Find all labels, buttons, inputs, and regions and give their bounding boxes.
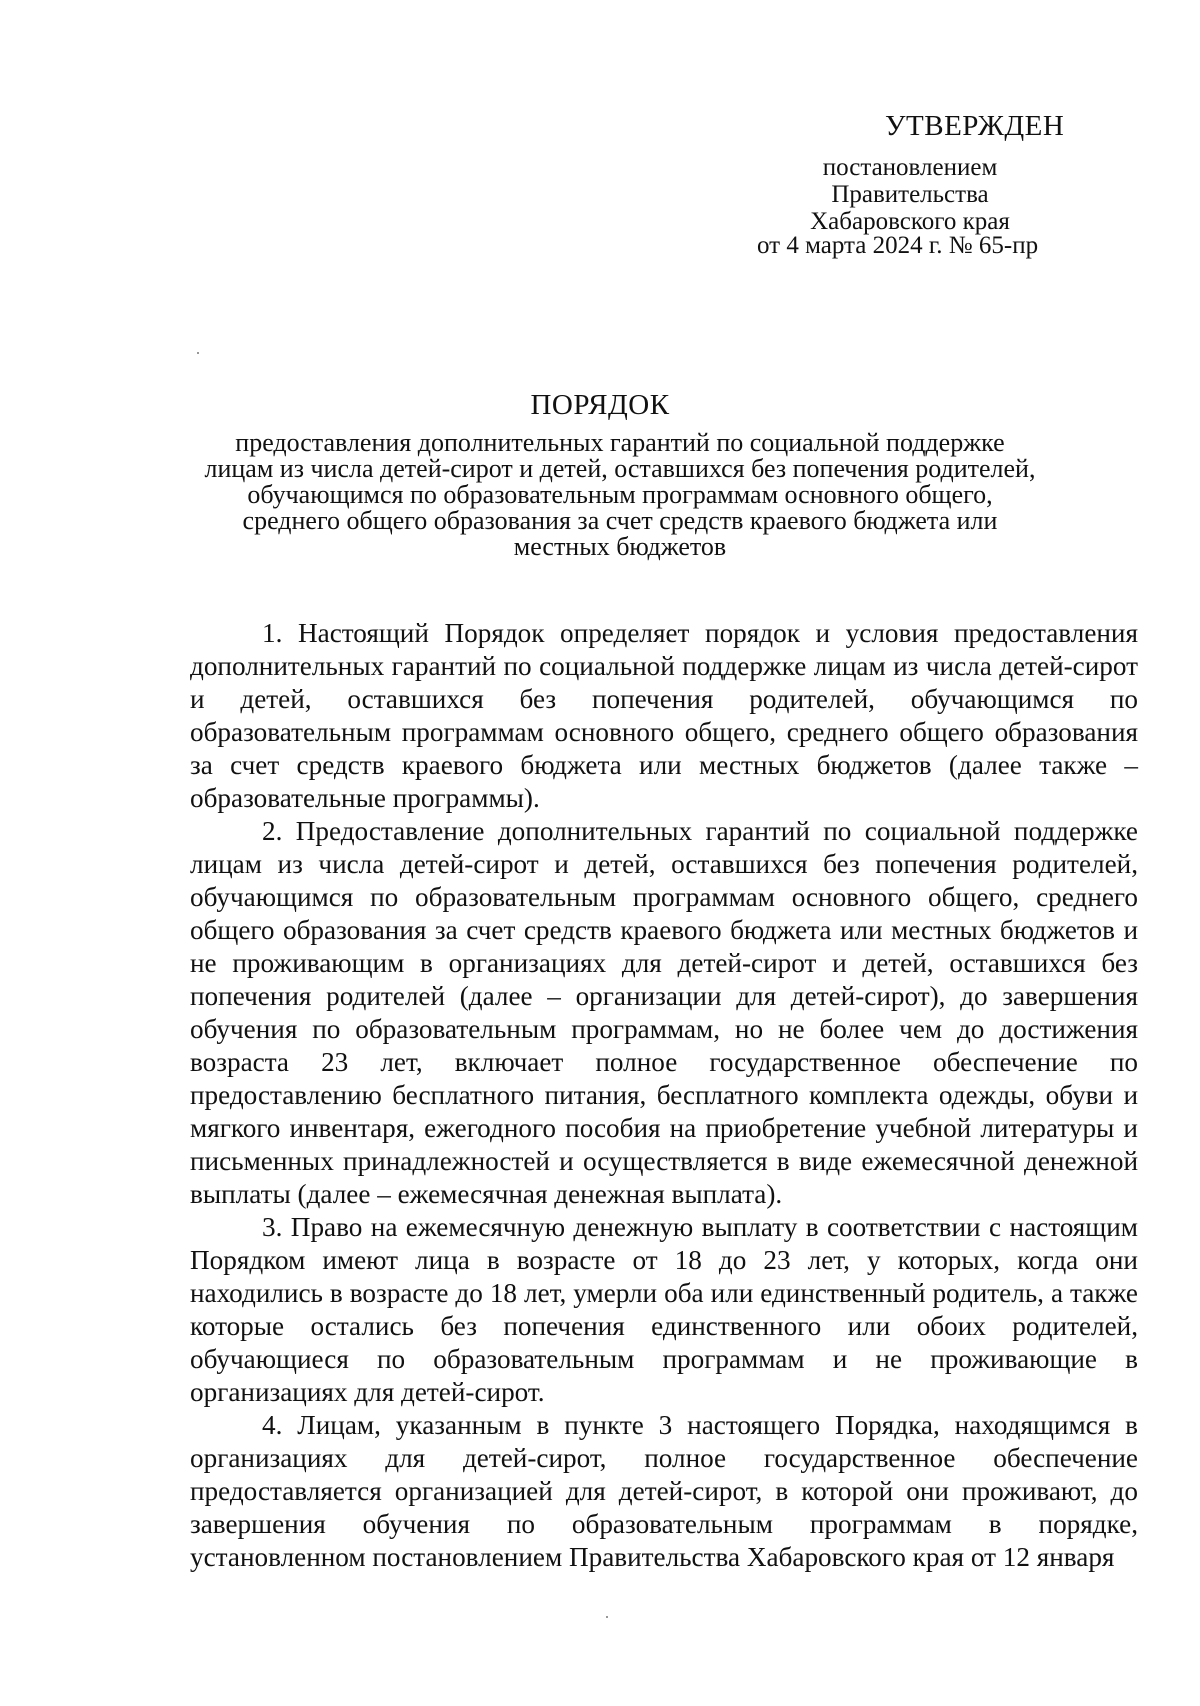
document-subtitle — [190, 430, 1050, 560]
paragraph-1: 1. Настоящий Порядок определяет порядок и условия предоставления дополнительных гарантий по социальной поддержке лицам из числа детей-сирот и детей, оставшихся без попечения родителей, обучающимся по образовательным программам основного общего, среднего общего образования за счет средств краевого бюджета или местных бюджетов (далее также – образовательные программы). — [190, 618, 1138, 813]
subtitle-line: местных бюджетов — [513, 532, 727, 561]
scan-speck — [197, 352, 199, 354]
approval-line-2: Правительства — [831, 181, 989, 208]
approval-line-1: постановлением — [822, 154, 998, 181]
subtitle-line: лицам из числа детей-сирот и детей, оставшихся без попечения родителей, — [204, 454, 1036, 483]
approval-heading: УТВЕРЖДЕН — [885, 110, 1065, 142]
approval-block — [757, 108, 1065, 259]
paragraph-3: 3. Право на ежемесячную денежную выплату в соответствии с настоящим Порядком имеют лица в возрасте от 18 до 23 лет, у которых, когда они находились в возрасте до 18 лет, умерли оба или единственный родитель, а также которые остались без попечения единственного или обоих родителей, обучающиеся по образовательным программам и не проживающие в организациях для детей-сирот. — [190, 1212, 1138, 1407]
scan-speck — [606, 1616, 608, 1618]
document-body — [190, 617, 1138, 1574]
subtitle-line: предоставления дополнительных гарантий по социальной поддержке — [235, 428, 1005, 457]
paragraph-2: 2. Предоставление дополнительных гарантий по социальной поддержке лицам из числа детей-сирот и детей, оставшихся без попечения родителей, обучающимся по образовательным программам основного общего, среднего общего образования за счет средств краевого бюджета или местных бюджетов и не проживающим в организациях для детей-сирот и детей, оставшихся без попечения родителей (далее – организации для детей-сирот), до завершения обучения по образовательным программам, но не более чем до достижения возраста 23 лет, включает полное государственное обеспечение по предоставлению бесплатного питания, бесплатного комплекта одежды, обуви и мягкого инвентаря, ежегодного пособия на приобретение учебной литературы и письменных принадлежностей и осуществляется в виде ежемесячной денежной выплаты (далее – ежемесячная денежная выплата). — [190, 816, 1138, 1209]
subtitle-line: среднего общего образования за счет средств краевого бюджета или — [242, 506, 998, 535]
approval-line-3: Хабаровского края — [810, 208, 1010, 235]
paragraph-4: 4. Лицам, указанным в пункте 3 настоящего Порядка, находящимся в организациях для детей-сирот, полное государственное обеспечение предоставляется организацией для детей-сирот, в которой они проживают, до завершения обучения по образовательным программам в порядке, установленном постановлением Правительства Хабаровского края от 12 января — [190, 1410, 1138, 1572]
document-title: ПОРЯДОК — [530, 389, 670, 421]
subtitle-line: обучающимся по образовательным программам основного общего, — [247, 480, 993, 509]
approval-date-number: от 4 марта 2024 г. № 65-пр — [757, 232, 1039, 259]
approval-authority — [760, 154, 1060, 235]
